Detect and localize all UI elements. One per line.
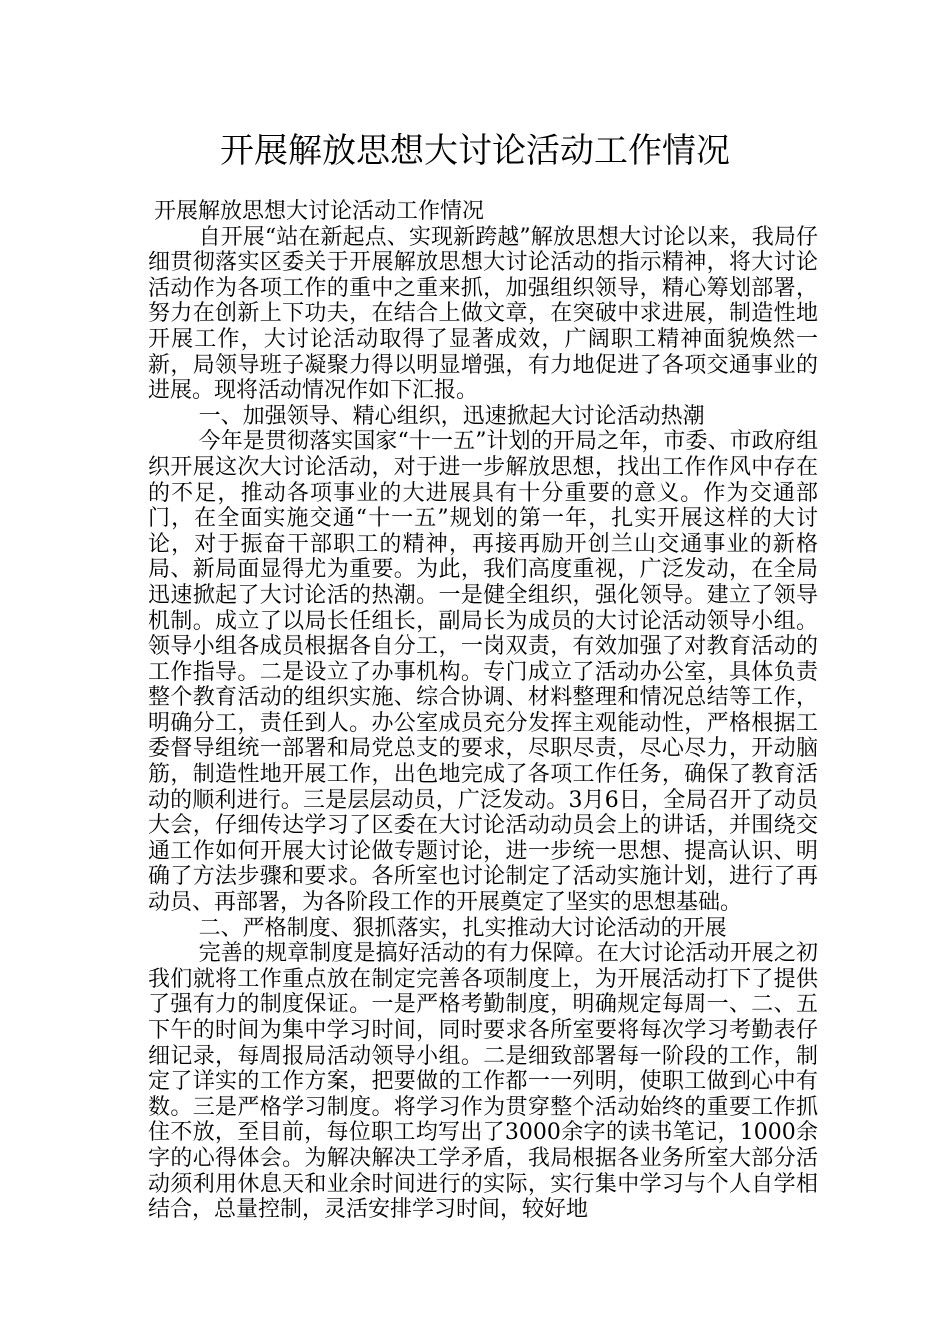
section-heading-2: 二、严格制度、狠抓落实，扎实推动大讨论活动的开展 bbox=[198, 915, 727, 941]
document-body bbox=[148, 199, 818, 1223]
section-heading-1: 一、加强领导、精心组织，迅速掀起大讨论活动热潮 bbox=[198, 403, 705, 429]
section-2-paragraph: 完善的规章制度是搞好活动的有力保障。在大讨论活动开展之初我们就将工作重点放在制定完善各项制度上，为开展活动打下了提供了强有力的制度保证。一是严格考勤制度，明确规定每周一、二、五下午的时间为集中学习时间，同时要求各所室要将每次学习考勤表仔细记录，每周报局活动领导小组。二是细致部署每一阶段的工作，制定了详实的工作方案，把要做的工作都一一列明，使职工做到心中有数。三是严格学习制度。将学习作为贯穿整个活动始终的重要工作抓住不放，至目前，每位职工均写出了3000余字的读书笔记，1000余字的心得体会。为解决解决工学矛盾，我局根据各业务所室大部分活动须利用休息天和业余时间进行的实际，实行集中学习与个人自学相结合，总量控制，灵活安排学习时间，较好地 bbox=[148, 941, 818, 1223]
section-1-paragraph: 今年是贯彻落实国家“十一五”计划的开局之年，市委、市政府组织开展这次大讨论活动，对于进一步解放思想，找出工作作风中存在的不足，推动各项事业的大进展具有十分重要的意义。作为交通部门，在全面实施交通“十一五”规划的第一年，扎实开展这样的大讨论，对于振奋干部职工的精神，再接再励开创兰山交通事业的新格局、新局面显得尤为重要。为此，我们高度重视，广泛发动，在全局迅速掀起了大讨论活的热潮。一是健全组织，强化领导。建立了领导机制。成立了以局长任组长，副局长为成员的大讨论活动领导小组。领导小组各成员根据各自分工，一岗双责，有效加强了对教育活动的工作指导。二是设立了办事机构。专门成立了活动办公室，具体负责整个教育活动的组织实施、综合协调、材料整理和情况总结等工作，明确分工，责任到人。办公室成员充分发挥主观能动性，严格根据工委督导组统一部署和局党总支的要求，尽职尽责，尽心尽力，开动脑筋，制造性地开展工作，出色地完成了各项工作任务，确保了教育活动的顺利进行。三是层层动员，广泛发动。3月6日，全局召开了动员大会，仔细传达学习了区委在大讨论活动动员会上的讲话，并围绕交通工作如何开展大讨论做专题讨论，进一步统一思想、提高认识、明确了方法步骤和要求。各所室也讨论制定了活动实施计划，进行了再动员、再部署，为各阶段工作的开展奠定了坚实的思想基础。 bbox=[148, 429, 818, 916]
subtitle-paragraph: 开展解放思想大讨论活动工作情况 bbox=[154, 199, 485, 224]
document-title: 开展解放思想大讨论活动工作情况 bbox=[220, 131, 730, 171]
intro-paragraph: 自开展“站在新起点、实现新跨越”解放思想大讨论以来，我局仔细贯彻落实区委关于开展解放思想大讨论活动的指示精神，将大讨论活动作为各项工作的重中之重来抓，加强组织领导，精心筹划部署，努力在创新上下功夫，在结合上做文章，在突破中求进展，制造性地开展工作，大讨论活动取得了显著成效，广阔职工精神面貌焕然一新，局领导班子凝聚力得以明显增强，有力地促进了各项交通事业的进展。现将活动情况作如下汇报。 bbox=[148, 224, 818, 404]
